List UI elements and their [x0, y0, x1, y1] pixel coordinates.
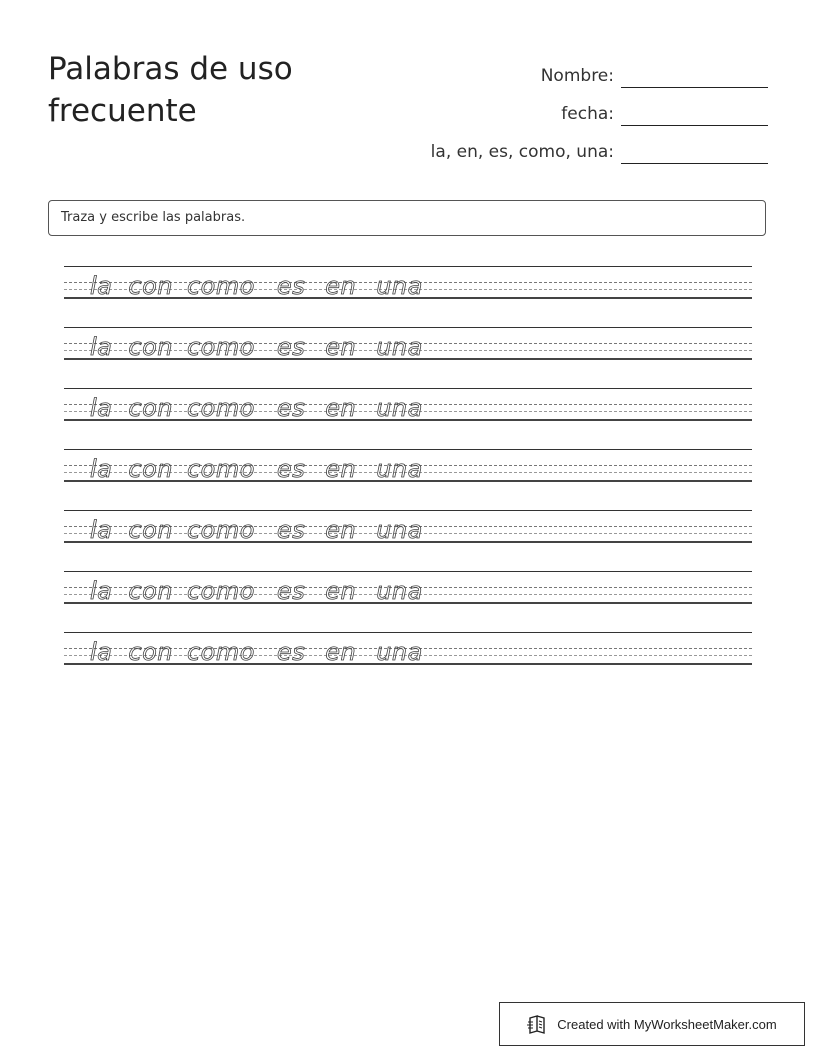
tracing-word: con	[128, 577, 173, 605]
tracing-word: en	[325, 577, 357, 605]
tracing-word: es	[276, 455, 306, 483]
tracing-word: es	[276, 577, 306, 605]
guide-line	[64, 510, 752, 511]
book-icon	[527, 1014, 549, 1034]
student-info-fields	[348, 50, 768, 164]
tracing-words	[72, 636, 423, 666]
tracing-word: es	[276, 272, 306, 300]
tracing-row	[64, 632, 752, 693]
tracing-words	[72, 453, 423, 483]
tracing-word: en	[325, 516, 357, 544]
tracing-word: con	[128, 394, 173, 422]
words-label: la, en, es, como, una:	[430, 142, 614, 162]
tracing-word: como	[186, 272, 255, 300]
tracing-row	[64, 510, 752, 571]
tracing-words	[72, 514, 423, 544]
tracing-row	[64, 571, 752, 632]
tracing-word: en	[325, 394, 357, 422]
tracing-words	[72, 392, 423, 422]
page-title: Palabras de uso frecuente	[48, 51, 293, 129]
name-field[interactable]	[621, 61, 768, 88]
guide-line	[64, 571, 752, 572]
guide-line	[64, 388, 752, 389]
tracing-word: en	[325, 638, 357, 666]
footer-credit[interactable]	[499, 1002, 805, 1046]
tracing-word: una	[376, 333, 423, 361]
tracing-word: la	[90, 272, 113, 300]
footer-text: Created with MyWorksheetMaker.com	[557, 1016, 777, 1032]
tracing-row	[64, 449, 752, 510]
tracing-word: como	[186, 516, 255, 544]
tracing-word: una	[376, 516, 423, 544]
tracing-word: como	[186, 394, 255, 422]
tracing-word: como	[186, 577, 255, 605]
tracing-words	[72, 331, 423, 361]
words-field-row	[348, 126, 768, 164]
date-label: fecha:	[561, 104, 614, 124]
words-field[interactable]	[621, 137, 768, 164]
tracing-word: con	[128, 516, 173, 544]
tracing-word: en	[325, 333, 357, 361]
guide-line	[64, 632, 752, 633]
tracing-word: una	[376, 638, 423, 666]
tracing-word: como	[186, 333, 255, 361]
guide-line	[64, 327, 752, 328]
tracing-word: la	[90, 394, 113, 422]
date-field[interactable]	[621, 99, 768, 126]
tracing-word: es	[276, 516, 306, 544]
tracing-words	[72, 575, 423, 605]
tracing-word: es	[276, 333, 306, 361]
tracing-row	[64, 266, 752, 327]
tracing-word: es	[276, 394, 306, 422]
tracing-word: como	[186, 455, 255, 483]
tracing-word: la	[90, 333, 113, 361]
tracing-word: una	[376, 394, 423, 422]
tracing-word: una	[376, 577, 423, 605]
tracing-word: con	[128, 272, 173, 300]
tracing-word: en	[325, 455, 357, 483]
name-field-row	[348, 50, 768, 88]
date-field-row	[348, 88, 768, 126]
tracing-row	[64, 327, 752, 388]
tracing-word: la	[90, 516, 113, 544]
tracing-word: con	[128, 638, 173, 666]
guide-line	[64, 266, 752, 267]
tracing-rows	[64, 266, 752, 693]
tracing-word: una	[376, 272, 423, 300]
tracing-word: una	[376, 455, 423, 483]
tracing-row	[64, 388, 752, 449]
tracing-word: es	[276, 638, 306, 666]
name-label: Nombre:	[540, 66, 614, 86]
tracing-word: la	[90, 638, 113, 666]
tracing-word: con	[128, 455, 173, 483]
tracing-word: con	[128, 333, 173, 361]
tracing-words	[72, 270, 423, 300]
tracing-word: en	[325, 272, 357, 300]
tracing-word: la	[90, 577, 113, 605]
tracing-word: como	[186, 638, 255, 666]
tracing-word: la	[90, 455, 113, 483]
instructions-box: Traza y escribe las palabras.	[48, 200, 766, 236]
guide-line	[64, 449, 752, 450]
